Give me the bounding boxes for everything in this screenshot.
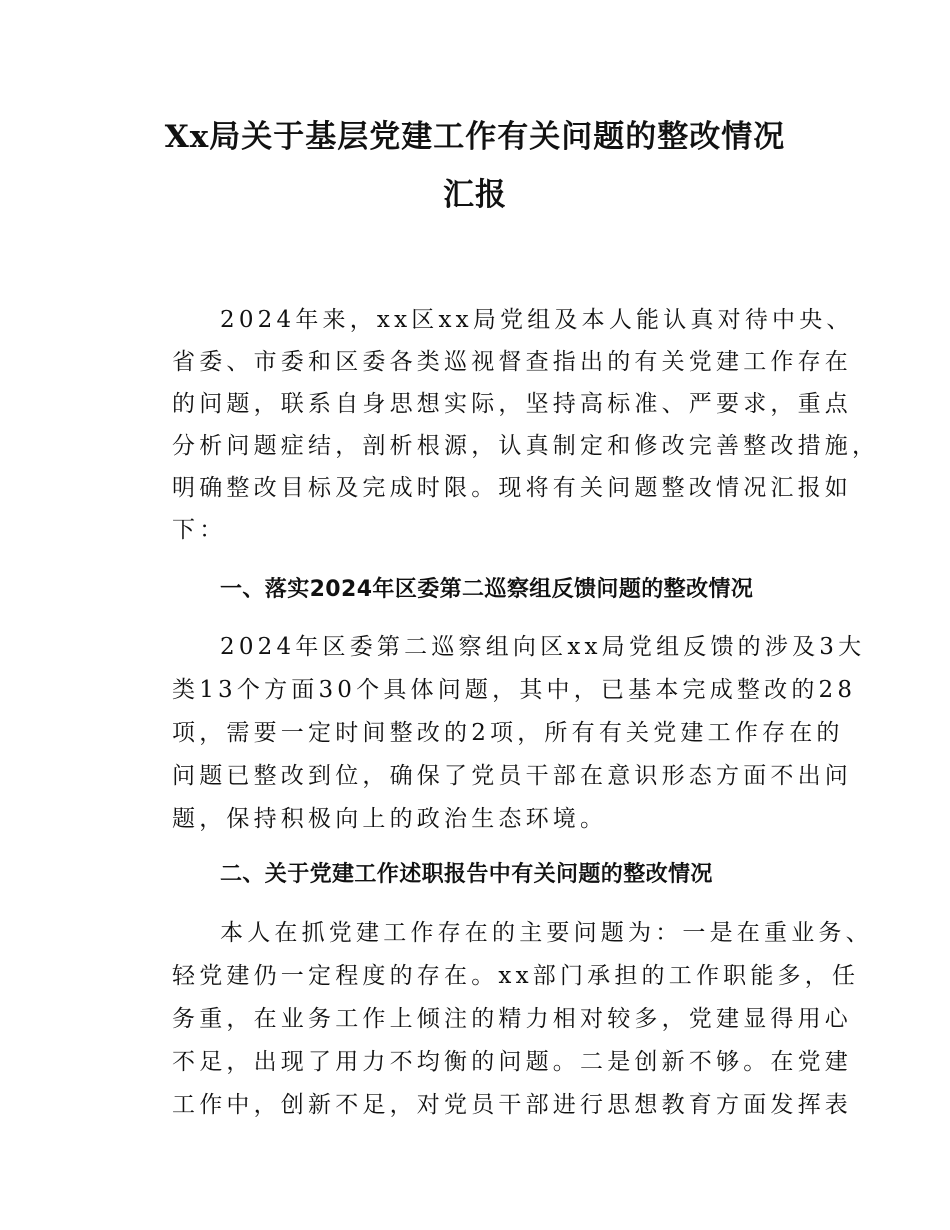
document-title-line-1: Xx局关于基层党建工作有关问题的整改情况 [164,119,786,155]
paragraph-3-line-3: 务重，在业务工作上倾注的精力相对较多，党建显得用心 [172,1006,852,1032]
paragraph-3-line-5: 工作中，创新不足，对党员干部进行思想教育方面发挥表 [172,1092,852,1118]
section-heading-1: 一、落实2024年区委第二巡察组反馈问题的整改情况 [220,577,754,602]
paragraph-2-line-1: 2024年区委第二巡察组向区xx局党组反馈的涉及3大 [220,634,866,660]
paragraph-3-line-4: 不足，出现了用力不均衡的问题。二是创新不够。在党建 [172,1049,852,1075]
paragraph-2-line-4: 问题已整改到位，确保了党员干部在意识形态方面不出问 [172,763,852,789]
paragraph-2-line-2: 类13个方面30个具体问题，其中，已基本完成整改的28 [172,677,857,703]
paragraph-1-line-4: 分析问题症结，剖析根源，认真制定和修改完善整改措施， [172,433,880,459]
paragraph-1-line-1: 2024年来，xx区xx局党组及本人能认真对待中央、 [220,307,854,333]
paragraph-1-line-5: 明确整改目标及完成时限。现将有关问题整改情况汇报如 [172,475,852,501]
paragraph-1-line-6: 下： [172,517,227,543]
paragraph-1-line-3: 的问题，联系自身思想实际，坚持高标准、严要求，重点 [172,391,852,417]
paragraph-3-line-2: 轻党建仍一定程度的存在。xx部门承担的工作职能多，任 [172,963,860,989]
section-heading-2: 二、关于党建工作述职报告中有关问题的整改情况 [220,862,713,887]
paragraph-3-line-1: 本人在抓党建工作存在的主要问题为：一是在重业务、 [220,920,873,946]
paragraph-2-line-5: 题，保持积极向上的政治生态环境。 [172,806,608,832]
document-title-line-2: 汇报 [443,177,507,213]
paragraph-2-line-3: 项，需要一定时间整改的2项，所有有关党建工作存在的 [172,720,844,746]
paragraph-1-line-2: 省委、市委和区委各类巡视督查指出的有关党建工作存在 [172,349,852,375]
